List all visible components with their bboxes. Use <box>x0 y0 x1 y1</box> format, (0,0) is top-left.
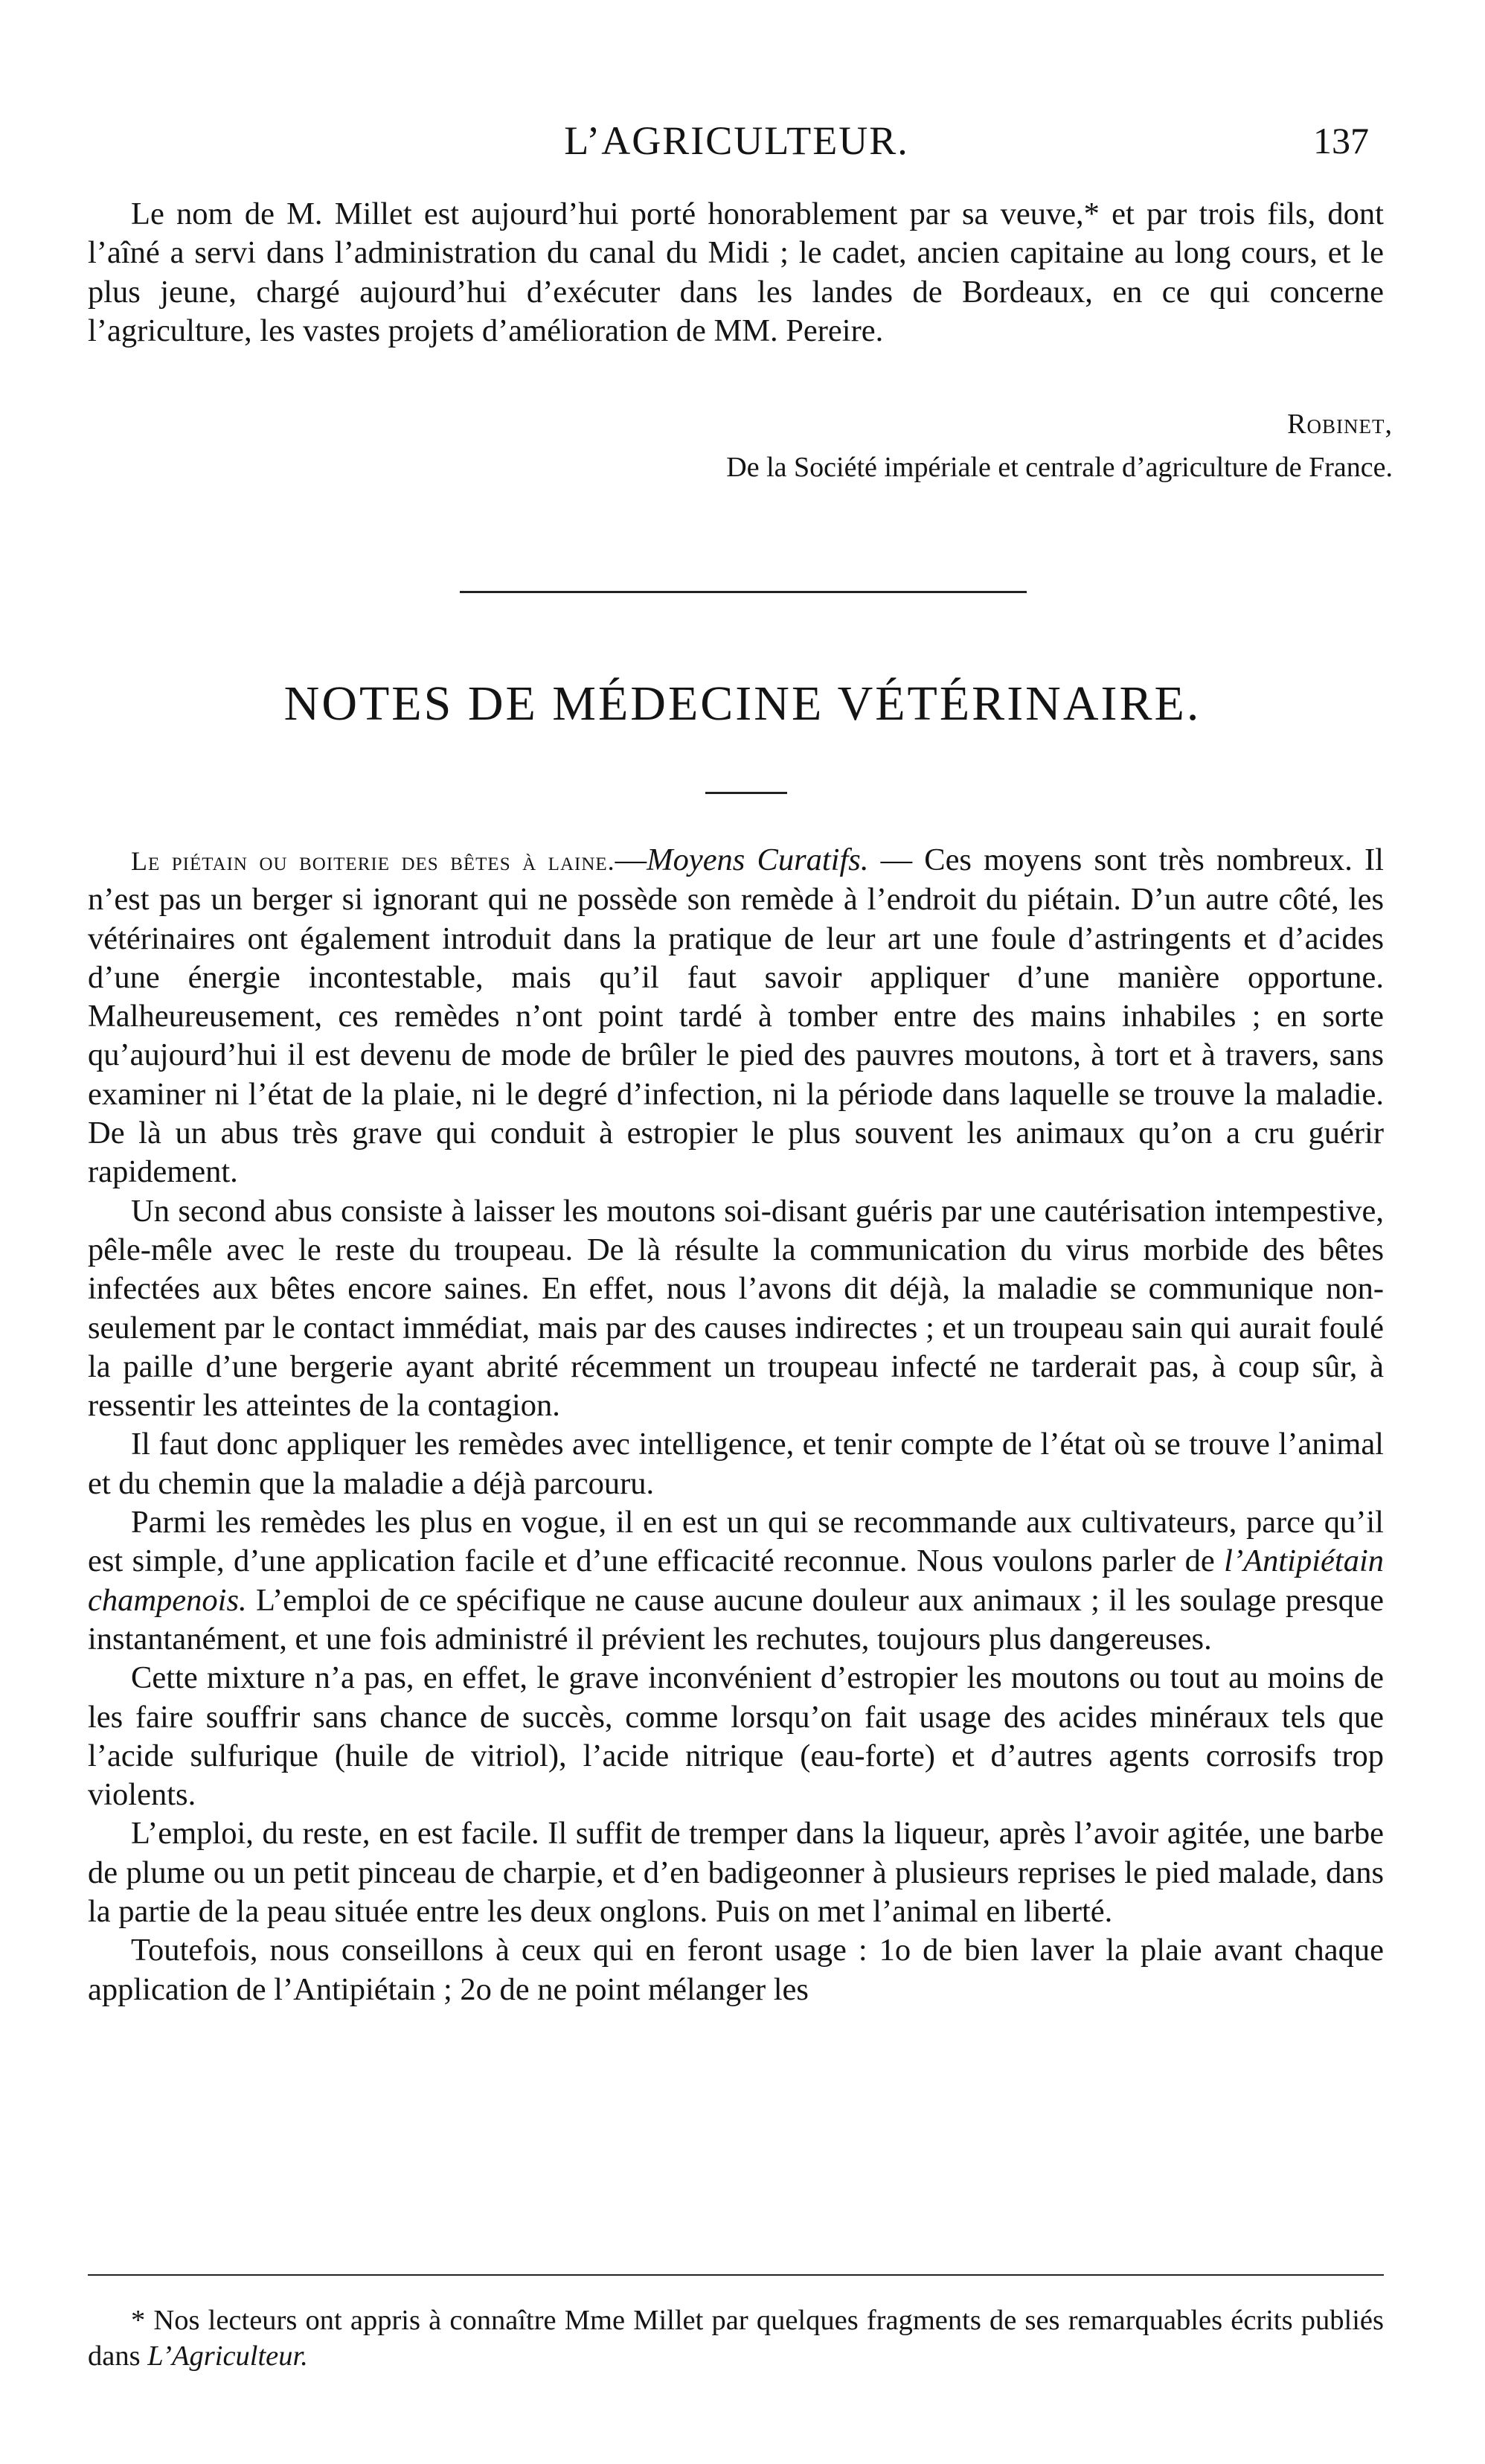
paragraph-7: Toutefois, nous conseillons à ceux qui en feront usage : 1o de bien laver la plaie avant chaque application de l’Antipiétain ; 2o de ne point mélanger les <box>88 1933 1384 2007</box>
footnote-block <box>88 2303 1384 2374</box>
title-ornament-rule <box>705 792 787 794</box>
footnote-text: * Nos lecteurs ont appris à connaître Mme Millet par quelques fragments de ses remarquables écrits publiés dans <box>88 2305 1384 2372</box>
article-body <box>88 841 1384 2009</box>
paragraph-6: L’emploi, du reste, en est facile. Il suffit de tremper dans la liqueur, après l’avoir agitée, une barbe de plume ou un petit pinceau de charpie, et d’en badigeonner à plusieurs reprises le pied malade, dans la partie de la peau située entre les deux onglons. Puis on met l’animal en liberté. <box>88 1816 1384 1930</box>
paragraph-1-text: — Ces moyens sont très nombreux. Il n’est pas un berger si ignorant qui ne possède son remède à l’endroit du piétain. D’un autre côté, les vétérinaires ont également introduit dans la pratique de leur art une foule d’astringents et d’acides d’une énergie incontestable, mais qu’il faut savoir appliquer d’une manière opportune. Malheureusement, ces remèdes n’ont point tardé à tomber entre des mains inhabiles ; en sorte qu’aujourd’hui il est devenu de mode de brûler le pied des pauvres moutons, à tort et à travers, sans examiner ni l’état de la plaie, ni le degré d’infection, ni la période dans laquelle se trouve la maladie. De là un abus très grave qui conduit à estropier le plus souvent les animaux qu’on a cru guérir rapidement. <box>88 842 1384 1190</box>
intro-paragraph: Le nom de M. Millet est aujourd’hui porté honorablement par sa veuve,* et par trois fils, dont l’aîné a servi dans l’administration du canal du Midi ; le cadet, ancien capitaine au long cours, et le plus jeune, chargé aujourd’hui d’exécuter dans les landes de Bordeaux, en ce qui concerne l’agriculture, les vastes projets d’amélioration de MM. Pereire. <box>88 196 1384 348</box>
paragraph-3: Il faut donc appliquer les remèdes avec intelligence, et tenir compte de l’état où se trouve l’animal et du chemin que la maladie a déjà parcouru. <box>88 1427 1384 1501</box>
affiliation: De la Société impériale et centrale d’agriculture de France. <box>726 452 1393 483</box>
signature: Robinet, <box>1287 409 1393 440</box>
lead-smallcaps: Le piétain ou boiterie des bêtes à laine. <box>131 846 615 876</box>
paragraph-4-end: L’emploi de ce spécifique ne cause aucune douleur aux animaux ; il les soulage presque instantanément, et une fois administré il prévient les rechutes, toujours plus dangereuses. <box>88 1582 1384 1657</box>
page-number: 137 <box>1313 120 1369 161</box>
lead-italic: Moyens Curatifs. <box>647 842 869 877</box>
section-divider <box>460 591 1027 593</box>
paragraph-2: Un second abus consiste à laisser les moutons soi-disant guéris par une cautérisation intempestive, pêle-mêle avec le reste du troupeau. De là résulte la communication du virus morbide des bêtes infectées aux bêtes encore saines. En effet, nous l’avons dit déjà, la maladie se communique non-seulement par le contact immédiat, mais par des causes indirectes ; et un troupeau sain qui aurait foulé la paille d’une bergerie ayant abrité récemment un troupeau infecté ne tarderait pas, à coup sûr, à ressentir les atteintes de la contagion. <box>88 1193 1384 1424</box>
paragraph-4-start: Parmi les remèdes les plus en vogue, il en est un qui se recommande aux cultivateurs, parce qu’il est simple, d’une application facile et d’une efficacité reconnue. Nous voulons parler de <box>88 1505 1384 1579</box>
paragraph-5: Cette mixture n’a pas, en effet, le grave inconvénient d’estropier les moutons ou tout au moins de les faire souffrir sans chance de succès, comme lorsqu’on fait usage des acides minéraux tels que l’acide sulfurique (huile de vitriol), l’acide nitrique (eau-forte) et d’autres agents corrosifs trop violents. <box>88 1660 1384 1813</box>
paragraph-4 <box>88 1503 1384 1659</box>
lead-dash: — <box>615 842 647 877</box>
page-header <box>89 118 1384 170</box>
footnote-journal: L’Agriculteur. <box>147 2340 308 2372</box>
footnote-rule <box>88 2274 1384 2276</box>
running-title: L’AGRICULTEUR. <box>564 118 909 163</box>
product-name: l’Antipiétain champenois. <box>88 1543 1384 1618</box>
section-title: NOTES DE MÉDECINE VÉTÉRINAIRE. <box>283 676 1202 731</box>
paragraph-1 <box>88 841 1384 1192</box>
intro-block <box>88 195 1384 351</box>
footnote <box>88 2303 1384 2374</box>
